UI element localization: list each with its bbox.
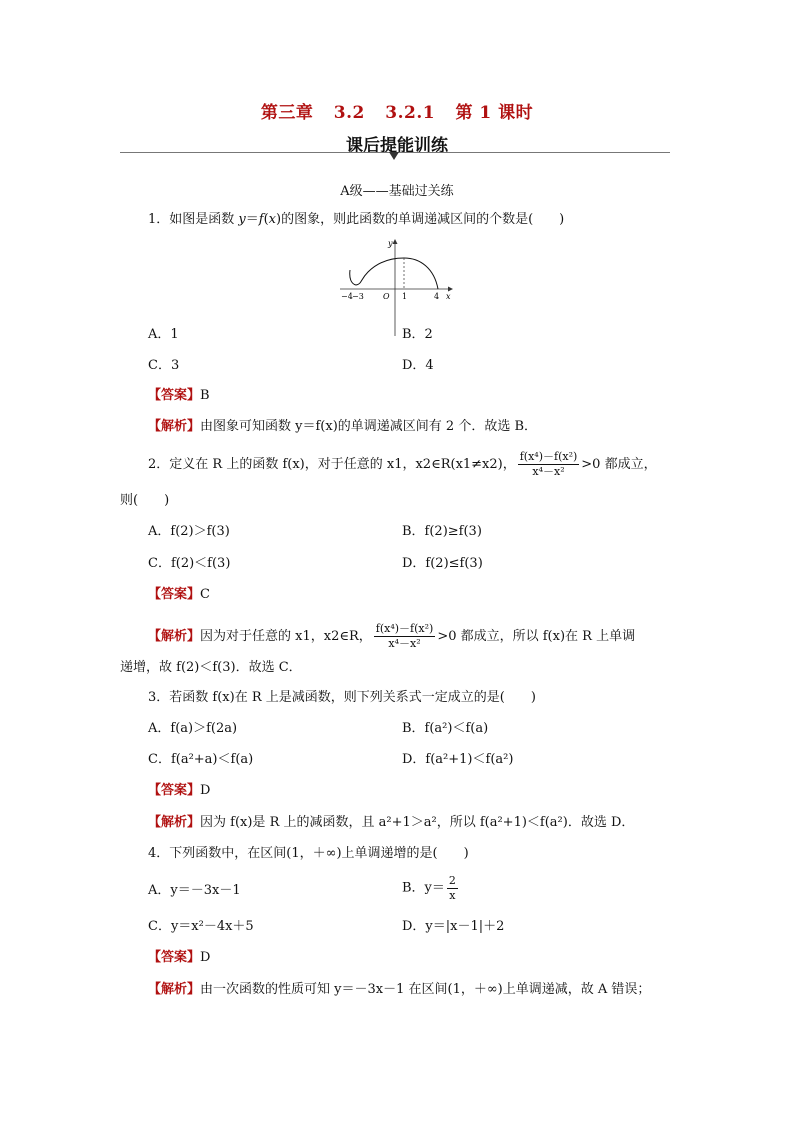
q2-answer: 【答案】C — [148, 587, 210, 602]
section-title: A级——基础过关练 — [340, 184, 454, 199]
q3-analysis: 【解析】因为 f(x)是 R 上的减函数，且 a²+1＞a²，所以 f(a²+1)＜f(a²)．故选 D． — [148, 815, 635, 830]
q4-option-b: B．y＝ $\frac{2}{x}$ — [402, 874, 456, 902]
q1-function-graph — [338, 236, 458, 342]
subsection-number: 3.2.1 — [385, 103, 436, 123]
q2-stem: 2．定义在 R 上的函数 f(x)，对于任意的 x1，x2∈R(x1≠x2)， $\frac{\text{f(x⁴)－f(x²)}}{\text{x⁴－x²}}$ >0 都成立， — [148, 450, 657, 478]
q2-stem-continued: 则( ) — [120, 493, 170, 508]
q4-answer: 【答案】D — [148, 950, 211, 965]
q1-option-d: D．4 — [402, 358, 434, 373]
function-curve — [350, 258, 438, 289]
q3-answer: 【答案】D — [148, 783, 211, 798]
y-axis-label: y — [388, 239, 393, 248]
chapter-label: 第三章 — [260, 103, 314, 123]
q2-fraction: $\frac{\text{f(x⁴)－f(x²)}}{\text{x⁴－x²}}$ — [519, 450, 578, 478]
q2-analysis-continued: 递增，故 f(2)＜f(3)．故选 C． — [120, 660, 302, 675]
lesson-label: 第 1 课时 — [455, 103, 534, 123]
q3-stem: 3．若函数 f(x)在 R 上是减函数，则下列关系式一定成立的是( ) — [148, 690, 536, 705]
y-axis-arrow-icon — [393, 239, 398, 244]
q2-analysis: 【解析】因为对于任意的 x1，x2∈R， $\frac{\text{f(x⁴)－f(x²)}}{\text{x⁴－x²}}$ >0 都成立，所以 f(x)在 R 上单调 — [148, 622, 636, 650]
q1-option-b: B．2 — [402, 327, 433, 342]
q3-option-d: D．f(a²+1)＜f(a²) — [402, 752, 514, 767]
q4-option-c: C．y＝x²－4x＋5 — [148, 919, 254, 934]
q2-option-b: B．f(2)≥f(3) — [402, 524, 482, 539]
q2-option-d: D．f(2)≤f(3) — [402, 556, 483, 571]
q1-analysis: 【解析】由图象可知函数 y＝f(x)的单调递减区间有 2 个．故选 B． — [148, 419, 538, 434]
page-title — [0, 98, 794, 123]
q4-option-d: D．y＝|x－1|＋2 — [402, 919, 505, 934]
x-axis-arrow-icon — [448, 287, 453, 292]
page-subtitle: 课后提能训练 — [346, 136, 448, 156]
q4-stem: 4．下列函数中，在区间(1，＋∞)上单调递增的是( ) — [148, 846, 469, 861]
q1-answer: 【答案】B — [148, 388, 210, 403]
section-number: 3.2 — [333, 103, 365, 123]
q4-option-a: A．y＝－3x－1 — [148, 883, 241, 898]
q4-analysis: 【解析】由一次函数的性质可知 y＝－3x－1 在区间(1，＋∞)上单调递减，故 A 错误； — [148, 982, 651, 997]
tick-label: −3 — [352, 292, 364, 301]
divider-triangle-icon — [389, 152, 399, 160]
origin-label: O — [383, 292, 390, 301]
x-axis-label: x — [446, 292, 451, 301]
tick-label: 4 — [434, 292, 440, 301]
tick-label: 1 — [402, 292, 408, 301]
q1-option-c: C．3 — [148, 358, 180, 373]
tick-label: −4 — [341, 292, 353, 301]
q2-option-c: C．f(2)＜f(3) — [148, 556, 231, 571]
q3-option-c: C．f(a²+a)＜f(a) — [148, 752, 254, 767]
q3-option-a: A．f(a)＞f(2a) — [148, 721, 238, 736]
q3-option-b: B．f(a²)＜f(a) — [402, 721, 489, 736]
q1-option-a: A．1 — [148, 327, 179, 342]
q1-stem: 1．如图是函数 y＝f(x)的图象，则此函数的单调递减区间的个数是( ) — [148, 212, 565, 227]
q2-option-a: A．f(2)＞f(3) — [148, 524, 230, 539]
q2-analysis-fraction: $\frac{\text{f(x⁴)－f(x²)}}{\text{x⁴－x²}}$ — [375, 622, 434, 650]
